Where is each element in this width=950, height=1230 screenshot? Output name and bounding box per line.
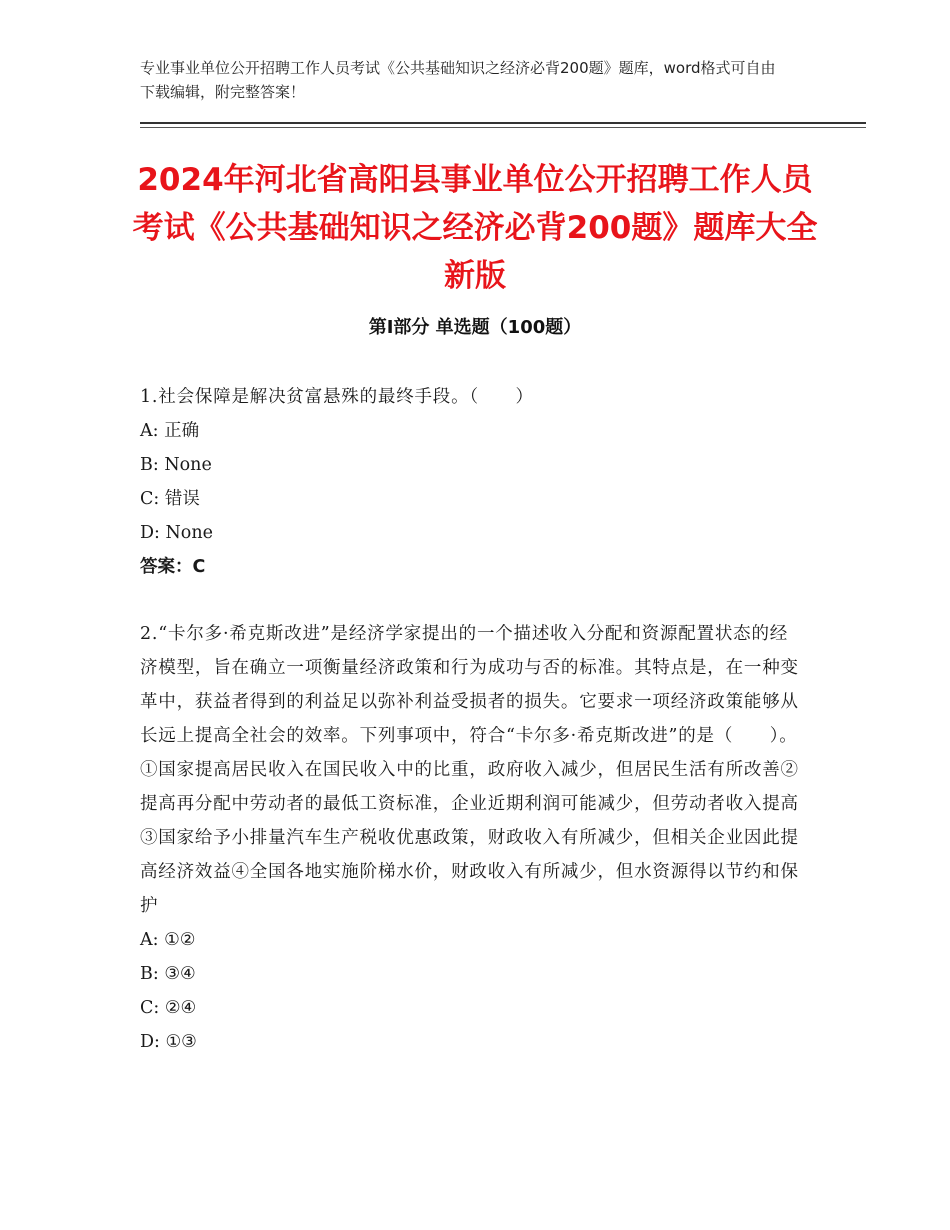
document-title: 2024年河北省高阳县事业单位公开招聘工作人员考试《公共基础知识之经济必背200题》题库大全新版 (132, 162, 818, 294)
option-list (140, 923, 800, 1059)
header-note: 专业事业单位公开招聘工作人员考试《公共基础知识之经济必背200题》题库，word格式可自由下载编辑，附完整答案！ (140, 59, 776, 101)
option-a: A: 正确 (140, 421, 200, 441)
option-b: B: ③④ (140, 964, 196, 984)
option-c: C: ②④ (140, 998, 197, 1018)
section-heading: 第Ⅰ部分 单选题（100题） (368, 317, 582, 338)
option-d: D: ①③ (140, 1032, 197, 1052)
answer-label: 答案：C (140, 557, 206, 577)
option-d: D: None (140, 523, 213, 543)
question-2 (140, 617, 800, 1059)
option-list (140, 414, 800, 550)
question-1 (140, 380, 800, 584)
header-divider-thin (140, 127, 866, 128)
header-divider-thick (140, 122, 866, 124)
option-b: B: None (140, 455, 212, 475)
question-text: 2.“卡尔多·希克斯改进”是经济学家提出的一个描述收入分配和资源配置状态的经济模型，旨在确立一项衡量经济政策和行为成功与否的标准。其特点是，在一种变革中，获益者得到的利益足以弥补利益受损者的损失。它要求一项经济政策能够从长远上提高全社会的效率。下列事项中，符合“卡尔多·希克斯改进”的是（ ）。①国家提高居民收入在国民收入中的比重，政府收入减少，但居民生活有所改善②提高再分配中劳动者的最低工资标准，企业近期利润可能减少，但劳动者收入提高③国家给予小排量汽车生产税收优惠政策，财政收入有所减少，但相关企业因此提高经济效益④全国各地实施阶梯水价，财政收入有所减少，但水资源得以节约和保护 (140, 624, 799, 916)
question-text: 1.社会保障是解决贫富悬殊的最终手段。（ ） (140, 387, 534, 407)
option-c: C: 错误 (140, 489, 200, 509)
option-a: A: ①② (140, 930, 196, 950)
